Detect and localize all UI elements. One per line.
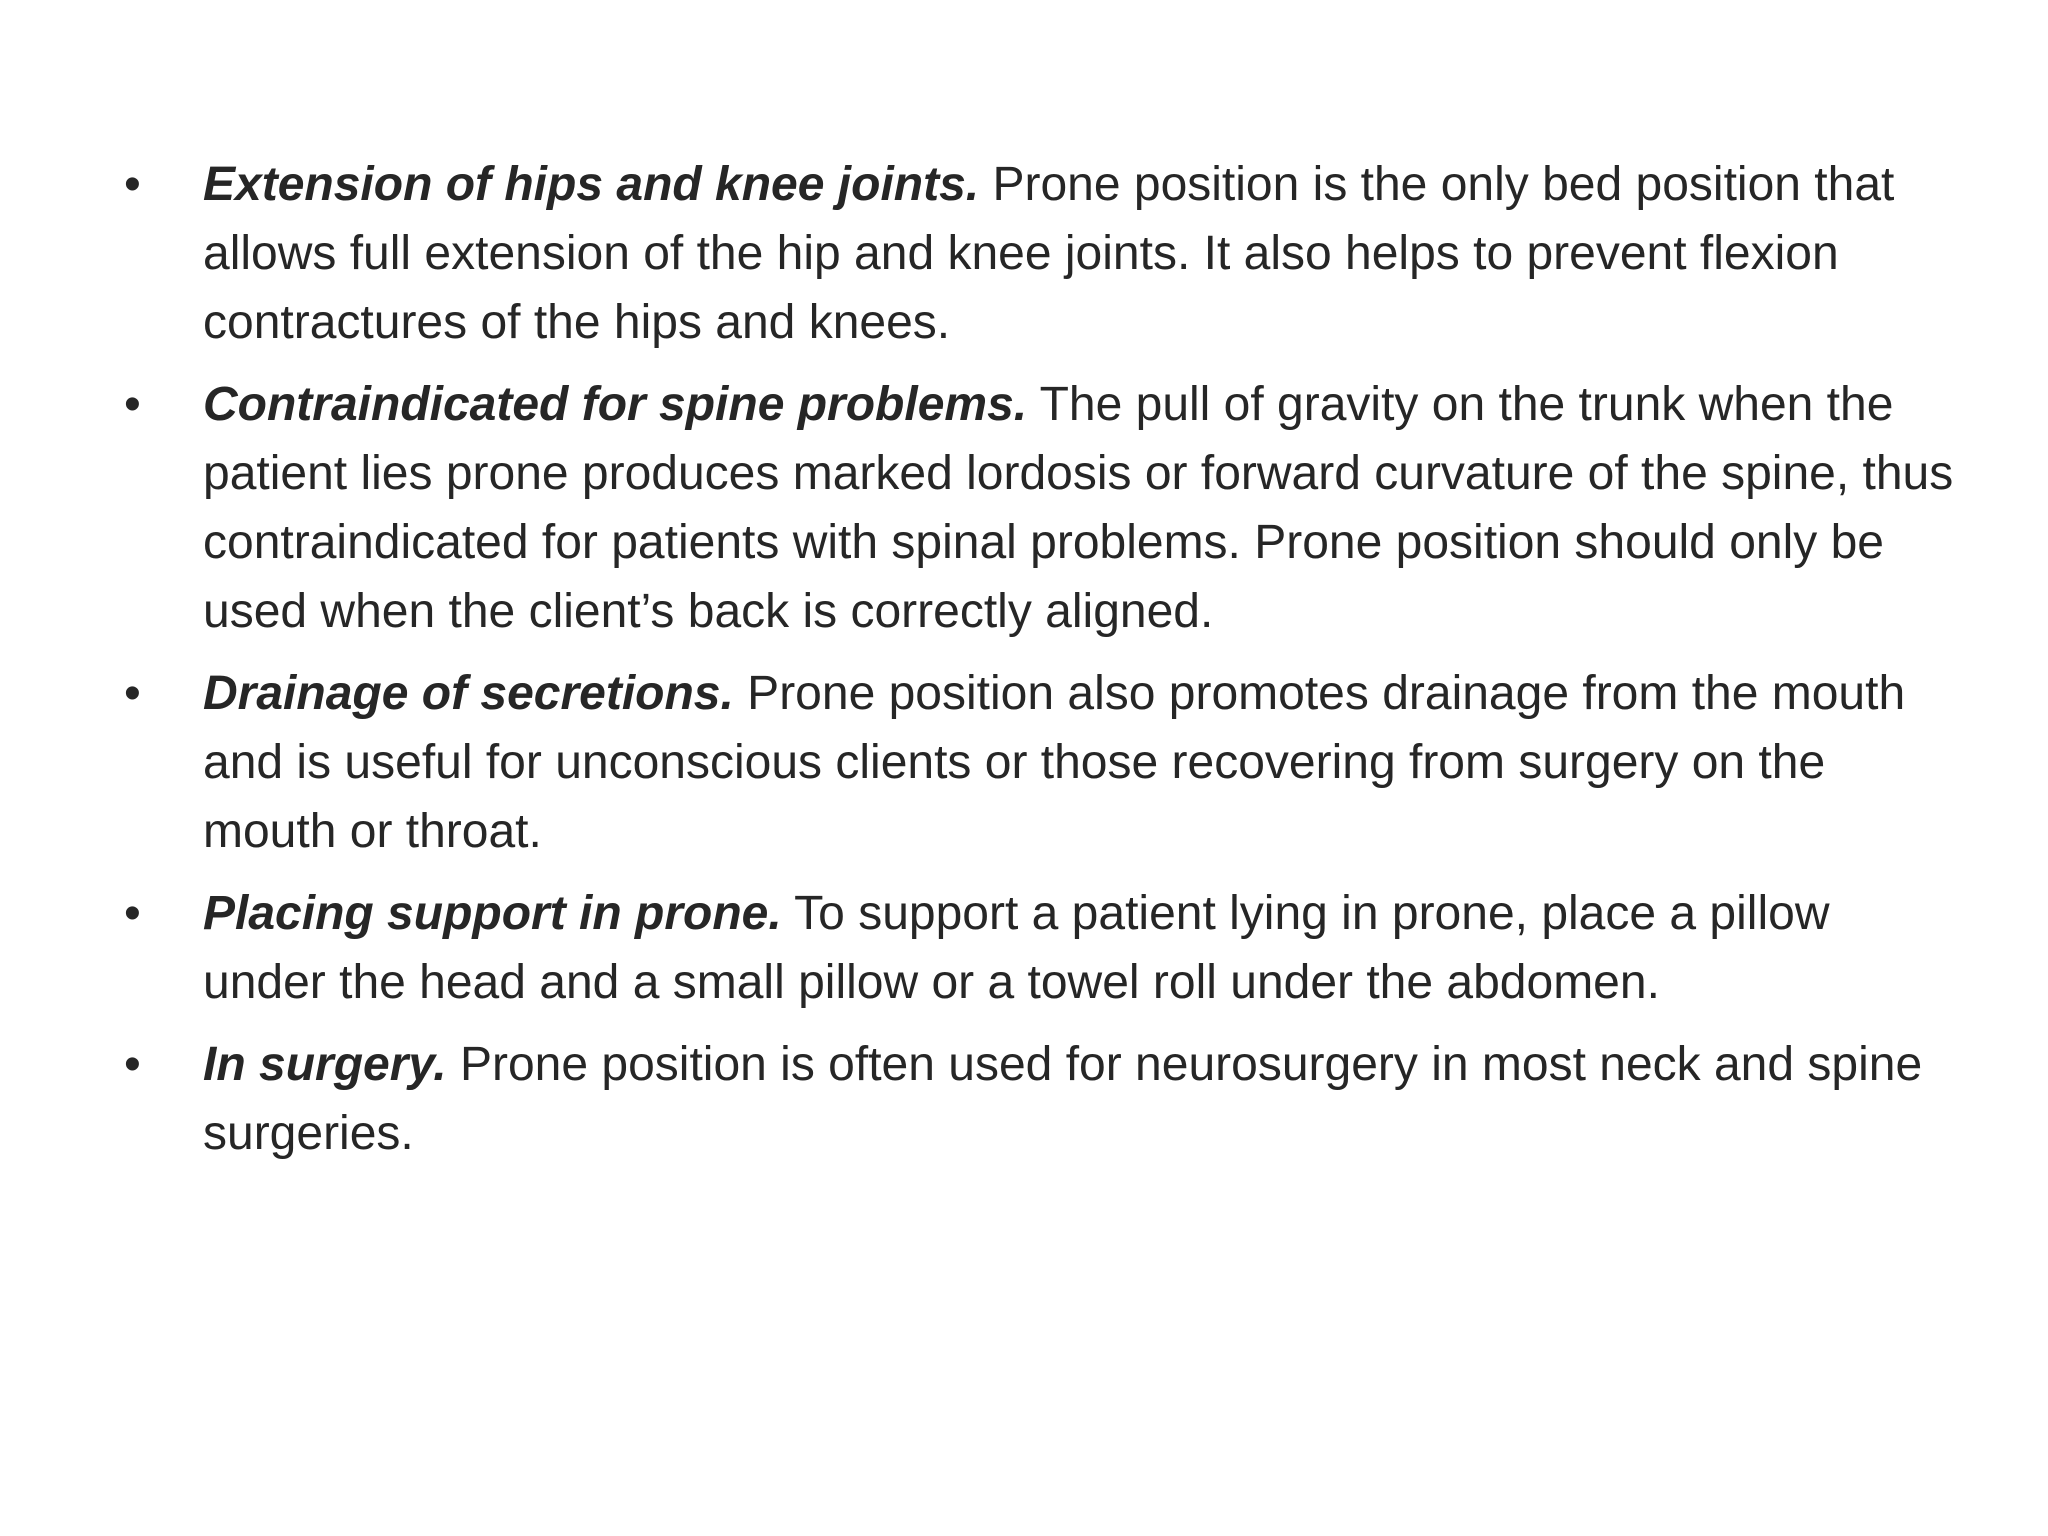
list-item — [124, 879, 1954, 1017]
item-heading: In surgery. — [203, 1038, 447, 1091]
item-text: Prone position is the only bed position that allows full extension of the hip and knee joints. It also helps to prevent flexion contractures of the hips and knees. — [203, 158, 1895, 349]
list-item — [124, 370, 1954, 646]
list-item — [124, 150, 1954, 357]
item-text: Prone position is often used for neurosurgery in most neck and spine surgeries. — [203, 1038, 1923, 1160]
bullet-list — [124, 150, 1954, 1181]
item-heading: Drainage of secretions. — [203, 667, 734, 720]
item-heading: Extension of hips and knee joints. — [203, 158, 980, 211]
bullet-icon: • — [124, 887, 141, 940]
item-text: To support a patient lying in prone, place a pillow under the head and a small pillow or a towel roll under the abdomen. — [203, 887, 1830, 1009]
list-item — [124, 1030, 1954, 1168]
bullet-icon: • — [124, 378, 141, 431]
bullet-icon: • — [124, 667, 141, 720]
item-text: The pull of gravity on the trunk when the patient lies prone produces marked lordosis or forward curvature of the spine, thus contraindicated for patients with spinal problems. Prone position should only be used when the client’s back is correctly aligned. — [203, 378, 1954, 638]
list-item — [124, 659, 1954, 866]
item-heading: Placing support in prone. — [203, 887, 782, 940]
item-heading: Contraindicated for spine problems. — [203, 378, 1028, 431]
bullet-icon: • — [124, 1038, 141, 1091]
bullet-icon: • — [124, 158, 141, 211]
item-text: Prone position also promotes drainage from the mouth and is useful for unconscious clients or those recovering from surgery on the mouth or throat. — [203, 667, 1906, 858]
